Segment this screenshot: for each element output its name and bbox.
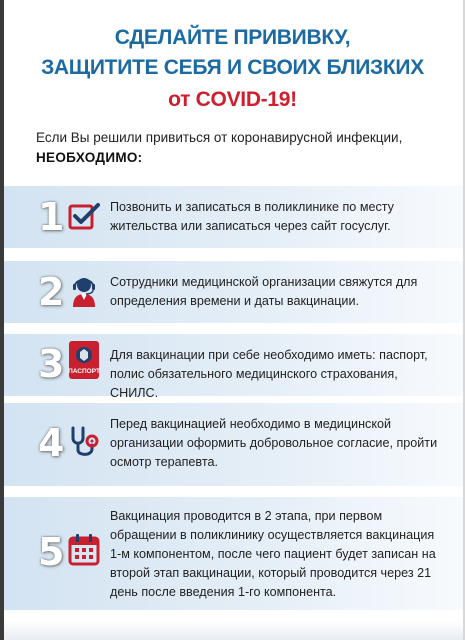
intro-text [36, 128, 446, 168]
intro-emphasis: НЕОБХОДИМО: [36, 150, 143, 165]
bottom-shade [4, 620, 463, 640]
step-text: Вакцинация проводится в 2 этапа, при первом обращении в поликлинику осуществляется вакцинация 1-м компонентом, после чего пациент будет записан на второй этап вакцинации, который проводится через 21 день после введения 1-го компонента. [110, 509, 436, 599]
step-number: 4 [38, 421, 65, 465]
step-1 [4, 186, 463, 248]
step-2 [4, 261, 463, 323]
step-text: Сотрудники медицинской организации свяжутся для определения времени и даты вакцинации. [110, 275, 418, 308]
step-text: Перед вакцинацией необходимо в медицинской организации оформить добровольное согласие, пройти осмотр терапевта. [110, 417, 438, 469]
intro-sentence: Если Вы решили привиться от коронавирусной инфекции, [36, 130, 403, 145]
stethoscope-icon [67, 425, 101, 459]
step-number: 2 [38, 270, 65, 314]
step-5 [4, 497, 463, 610]
operator-icon [67, 273, 101, 307]
step-text: Для вакцинации при себе необходимо иметь: паспорт, полис обязательного медицинского страхования, СНИЛС. [110, 348, 428, 400]
title-line-2: ЗАЩИТИТЕ СЕБЯ И СВОИХ БЛИЗКИХ [41, 56, 424, 79]
title-line-3: от COVID-19! [168, 88, 297, 111]
step-text: Позвонить и записаться в поликлинике по месту жительства или записаться через сайт госуслуг. [110, 200, 394, 233]
step-number: 3 [38, 342, 65, 386]
calendar-icon [67, 533, 101, 567]
step-number: 5 [38, 530, 65, 574]
passport-icon [68, 340, 100, 380]
step-number: 1 [38, 195, 65, 239]
checkbox-icon [67, 200, 101, 234]
step-4 [4, 403, 463, 486]
passport-label: ПАСПОРТ [68, 368, 100, 375]
title-line-1: СДЕЛАЙТЕ ПРИВИВКУ, [114, 26, 351, 49]
step-3 [4, 334, 463, 400]
